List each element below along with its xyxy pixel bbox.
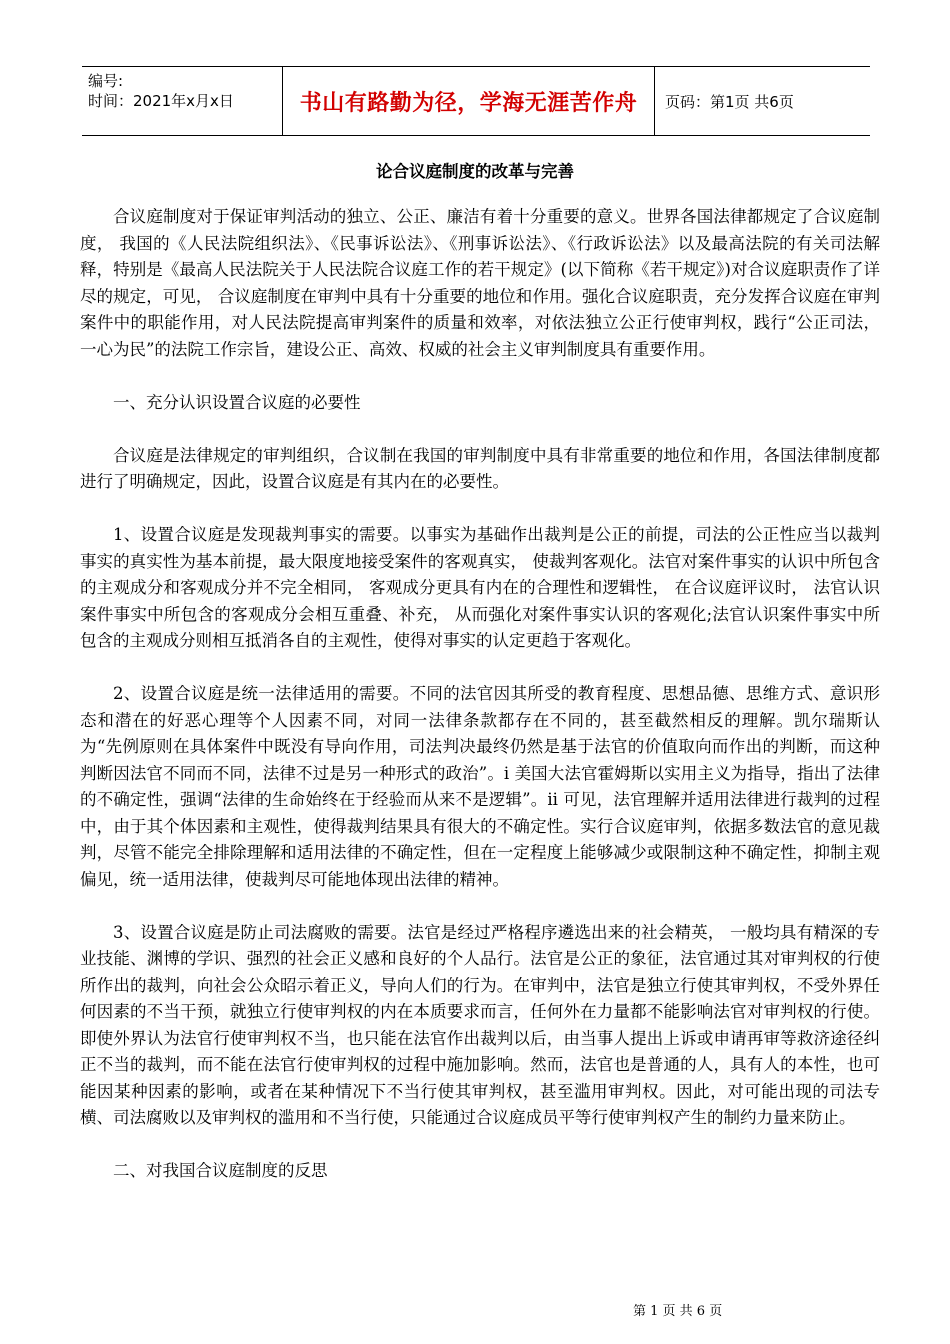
header-motto: 书山有路勤为径，学海无涯苦作舟 bbox=[282, 67, 655, 135]
paragraph-intro: 合议庭制度对于保证审判活动的独立、公正、廉洁有着十分重要的意义。世界各国法律都规定了合议庭制度， 我国的《人民法院组织法》、《民事诉讼法》、《刑事诉讼法》、《行政诉讼法》以及最高法院的有关司法解释，特别是《最高人民法院关于人民法院合议庭工作的若干规定》(以下简称《若干规定》)对合议庭职责作了详尽的规定，可见， 合议庭制度在审判中具有十分重要的地位和作用。强化合议庭职责，充分发挥合议庭在审判案件中的职能作用，对人民法院提高审判案件的质量和效率，对依法独立公正行使审判权，践行“公正司法，一心为民”的法院工作宗旨，建设公正、高效、权威的社会主义审判制度具有重要作用。 bbox=[80, 207, 880, 359]
paragraph: 1、设置合议庭是发现裁判事实的需要。以事实为基础作出裁判是公正的前提，司法的公正性应当以裁判事实的真实性为基本前提，最大限度地接受案件的客观真实， 使裁判客观化。法官对案件事实的认识中所包含的主观成分和客观成分并不完全相同， 客观成分更具有内在的合理性和逻辑性， 在合议庭评议时， 法官认识案件事实中所包含的客观成分会相互重叠、补充， 从而强化对案件事实认识的客观化;法官认识案件事实中所包含的主观成分则相互抵消各自的主观性，使得对事实的认定更趋于客观化。 bbox=[80, 525, 880, 650]
document-date-label: 时间：2021年x月x日 bbox=[88, 92, 234, 110]
document-number-label: 编号: bbox=[88, 72, 124, 90]
section-heading-1: 一、充分认识设置合议庭的必要性 bbox=[113, 392, 361, 412]
document-title: 论合议庭制度的改革与完善 bbox=[376, 162, 574, 181]
paragraph: 3、设置合议庭是防止司法腐败的需要。法官是经过严格程序遴选出来的社会精英， 一般均具有精深的专业技能、渊博的学识、强烈的社会正义感和良好的个人品行。法官是公正的象征，法官通过其对审判权的行使所作出的裁判，向社会公众昭示着正义，导向人们的行为。在审判中，法官是独立行使其审判权，不受外界任何因素的不当干预，就独立行使审判权的内在本质要求而言，任何外在力量都不能影响法官对审判权的行使。即使外界认为法官行使审判权不当，也只能在法官作出裁判以后，由当事人提出上诉或申请再审等救济途径纠正不当的裁判，而不能在法官行使审判权的过程中施加影响。然而，法官也是普通的人，具有人的本性，也可能因某种因素的影响，或者在某种情况下不当行使其审判权，甚至滥用审判权。因此，对可能出现的司法专横、司法腐败以及审判权的滥用和不当行使，只能通过合议庭成员平等行使审判权产生的制约力量来防止。 bbox=[80, 922, 880, 1127]
header-meta-cell bbox=[82, 67, 282, 135]
header-page-info: 页码：第1页 共6页 bbox=[665, 92, 794, 111]
section-heading-2: 二、对我国合议庭制度的反思 bbox=[113, 1161, 328, 1180]
header-table bbox=[82, 66, 870, 136]
page-footer: 第 1 页 共 6 页 bbox=[633, 1304, 723, 1319]
document-body bbox=[80, 204, 880, 1211]
paragraph: 2、设置合议庭是统一法律适用的需要。不同的法官因其所受的教育程度、思想品德、思维方式、意识形态和潜在的好恶心理等个人因素不同，对同一法律条款都存在不同的，甚至截然相反的理解。凯尔瑞斯认为“先例原则在具体案件中既没有导向作用，司法判决最终仍然是基于法官的价值取向而作出的判断，而这种判断因法官不同而不同，法律不过是另一种形式的政治”。i 美国大法官霍姆斯以实用主义为指导，指出了法律的不确定性，强调“法律的生命始终在于经验而从来不是逻辑”。ii 可见，法官理解并适用法律进行裁判的过程中，由于其个体因素和主观性，使得裁判结果具有很大的不确定性。实行合议庭审判，依据多数法官的意见裁判，尽管不能完全排除理解和适用法律的不确定性，但在一定程度上能够减少或限制这种不确定性，抑制主观偏见，统一适用法律，使裁判尽可能地体现出法律的精神。 bbox=[80, 684, 880, 889]
paragraph: 合议庭是法律规定的审判组织，合议制在我国的审判制度中具有非常重要的地位和作用，各国法律制度都进行了明确规定，因此，设置合议庭是有其内在的必要性。 bbox=[80, 445, 880, 491]
